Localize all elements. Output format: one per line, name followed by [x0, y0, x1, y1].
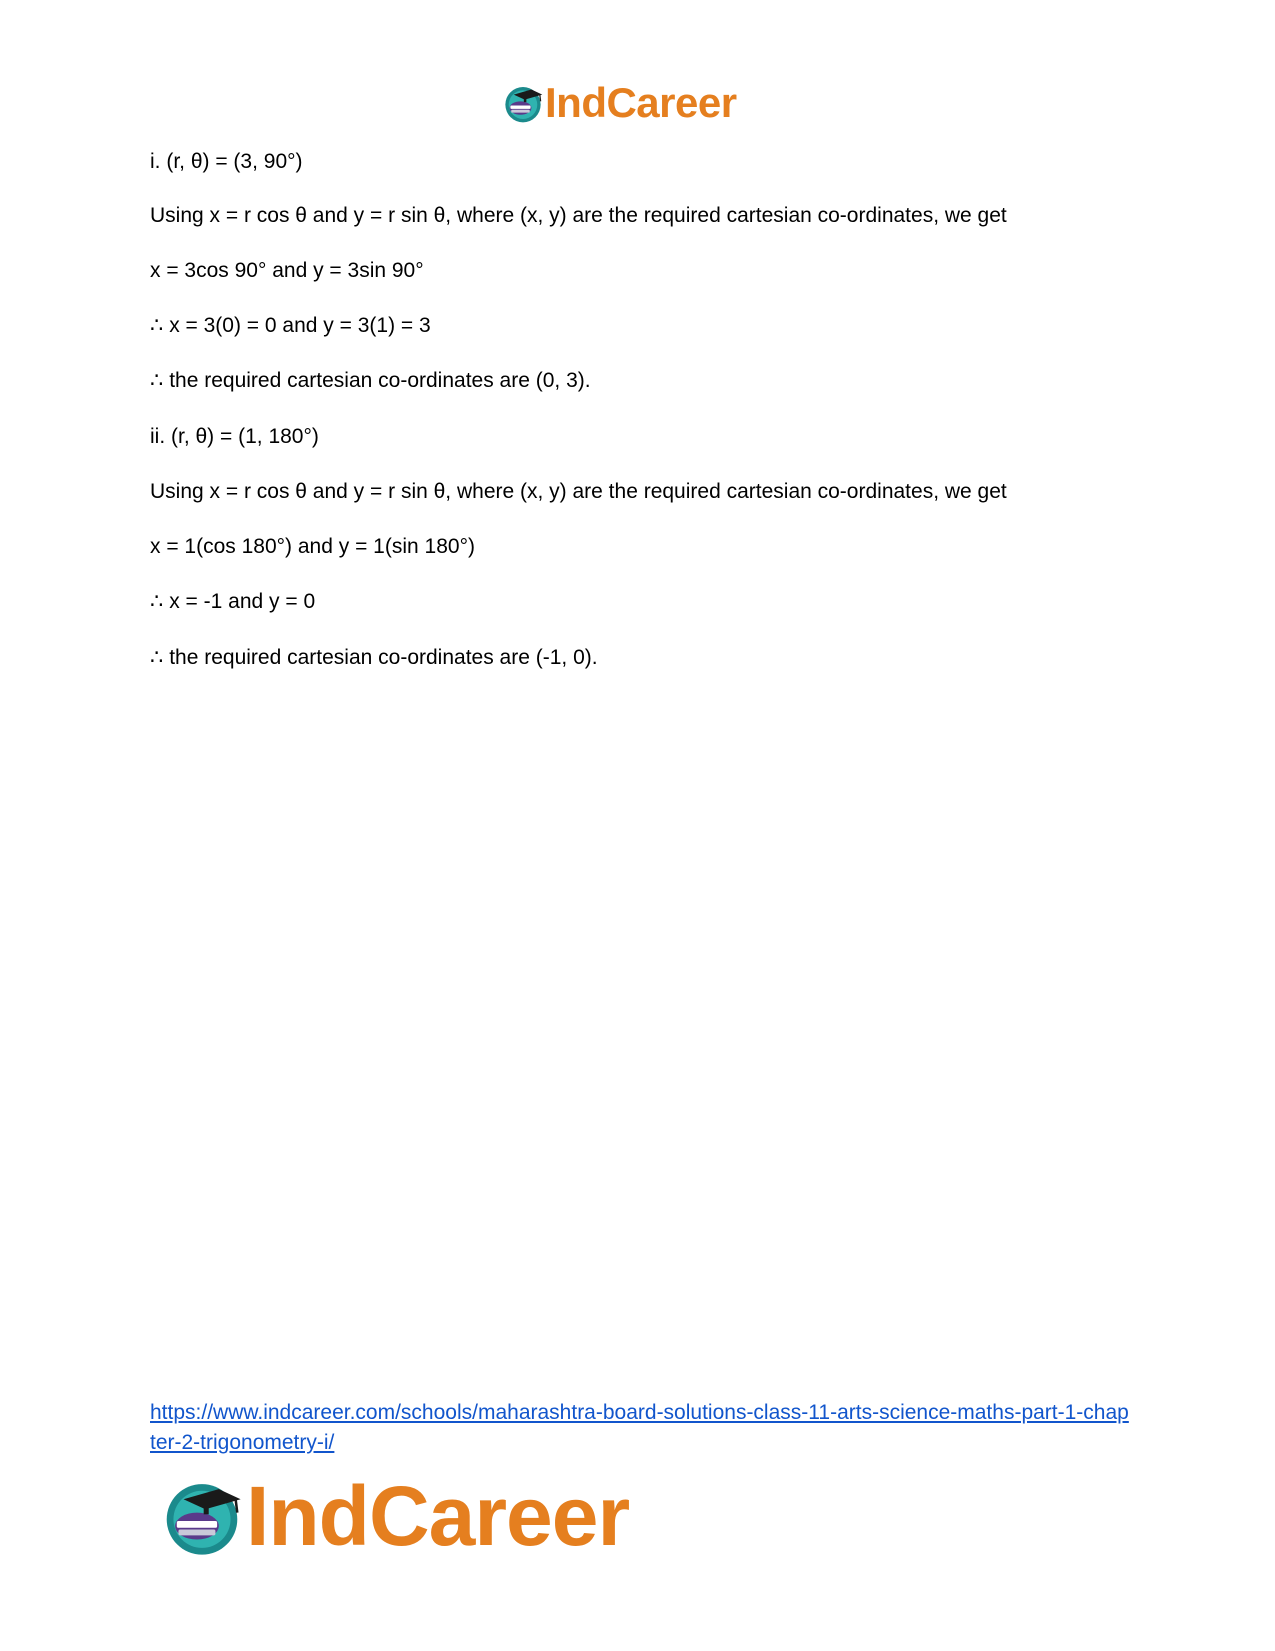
logo-wordmark: IndCareer: [545, 79, 737, 126]
content-line: Using x = r cos θ and y = r sin θ, where (x, y) are the required cartesian co-ordinates, we get: [150, 204, 1007, 227]
logo-wordmark: IndCareer: [246, 1469, 630, 1563]
content-line: i. (r, θ) = (3, 90°): [150, 150, 303, 173]
source-url-link[interactable]: https://www.indcareer.com/schools/maharashtra-board-solutions-class-11-arts-science-maths-part-1-chapter-2-trigonometry-i/: [150, 1401, 1129, 1454]
content-line: ∴ x = -1 and y = 0: [150, 590, 316, 613]
content-line: ∴ x = 3(0) = 0 and y = 3(1) = 3: [150, 314, 431, 337]
content-line: ∴ the required cartesian co-ordinates are (-1, 0).: [150, 646, 598, 669]
content-line: ii. (r, θ) = (1, 180°): [150, 425, 319, 448]
graduation-globe-icon: [502, 82, 544, 124]
content-line: x = 1(cos 180°) and y = 1(sin 180°): [150, 535, 475, 558]
graduation-globe-icon: [160, 1474, 244, 1558]
content-line: Using x = r cos θ and y = r sin θ, where (x, y) are the required cartesian co-ordinates, we get: [150, 480, 1007, 503]
content-line: x = 3cos 90° and y = 3sin 90°: [150, 259, 424, 282]
footer-logo: [160, 1469, 630, 1563]
header-logo: [502, 80, 737, 126]
content-line: ∴ the required cartesian co-ordinates are (0, 3).: [150, 369, 591, 392]
